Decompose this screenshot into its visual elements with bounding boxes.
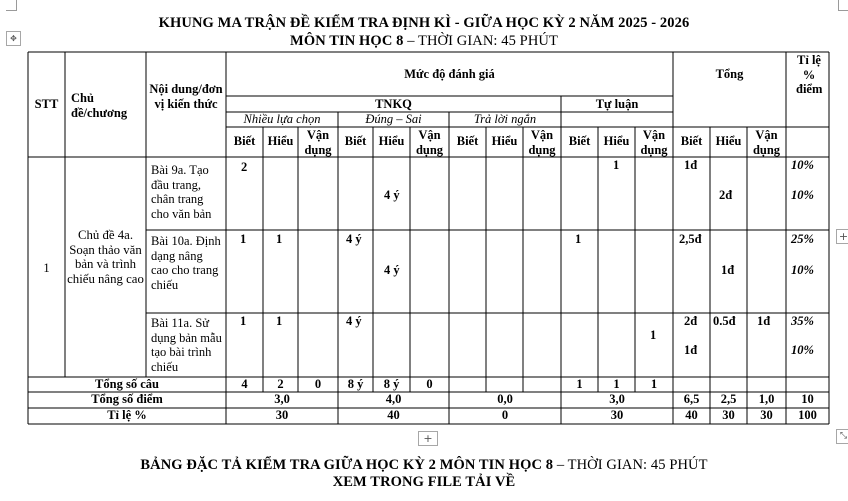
- level-header: Hiểu: [267, 134, 294, 148]
- table-move-handle-icon[interactable]: ✥: [6, 31, 21, 46]
- sum-points-value: 10: [801, 392, 814, 406]
- lesson-value: 1: [575, 232, 582, 246]
- lesson-value: 4 ý: [346, 232, 362, 246]
- lesson-value: 2đ: [684, 314, 698, 328]
- sum-questions-value: 8 ý: [347, 377, 364, 391]
- lesson-percent: 25%: [791, 232, 814, 246]
- sum-questions-value: 8 ý: [383, 377, 400, 391]
- ratio-label: Tỉ lệ %: [107, 408, 147, 422]
- header-total: Tổng: [715, 67, 744, 81]
- sum-points-label: Tổng số điểm: [91, 392, 163, 406]
- duration-label: – THỜI GIAN: 45 PHÚT: [403, 33, 558, 49]
- lesson-value: 1: [276, 314, 283, 328]
- lesson-percent: 10%: [791, 263, 814, 277]
- level-header: Vận dụng: [304, 128, 332, 157]
- spec-heading: [0, 457, 848, 474]
- ratio-value: 30: [610, 408, 624, 422]
- lesson-value: 1đ: [721, 263, 735, 277]
- lesson-value: 1: [650, 328, 657, 342]
- lesson-name: Bài 9a. Tạo đầu trang, chân trang cho văn bản: [151, 163, 212, 221]
- add-row-plus-icon[interactable]: +: [418, 431, 438, 446]
- lesson-value: 1đ: [684, 158, 698, 172]
- lesson-name: Bài 11a. Sử dụng bản mẫu tạo bài trình chiếu: [151, 316, 222, 374]
- sum-questions-value: 1: [576, 377, 583, 391]
- lesson-value: 2,5đ: [679, 232, 702, 246]
- sum-questions-label: Tổng số câu: [95, 377, 159, 391]
- lesson-value: 1: [240, 232, 247, 246]
- header-assessment: Mức độ đánh giá: [404, 67, 495, 81]
- lesson-value: 2đ: [719, 188, 733, 202]
- lesson-value: 1: [613, 158, 620, 172]
- ratio-value: 40: [387, 408, 400, 422]
- sum-questions-value: 4: [241, 377, 248, 391]
- sum-questions-value: 2: [277, 377, 284, 391]
- ratio-value: 30: [275, 408, 289, 422]
- chapter-value: Chủ đề 4a. Soạn thảo văn bản và trình chiếu nâng cao: [67, 228, 144, 286]
- header-short-answer: Trả lời ngắn: [473, 112, 537, 126]
- level-header: Biết: [456, 134, 479, 148]
- level-header: Hiểu: [603, 134, 630, 148]
- header-percent: Tỉ lệ % điểm: [796, 53, 823, 96]
- lesson-value: 1đ: [684, 343, 698, 357]
- sum-points-value: 4,0: [385, 392, 402, 406]
- lesson-value: 4 ý: [346, 314, 362, 328]
- lesson-percent: 10%: [791, 158, 814, 172]
- level-header: Biết: [680, 134, 703, 148]
- header-essay: Tự luận: [595, 97, 639, 111]
- header-stt: STT: [34, 97, 59, 111]
- sum-questions-value: 1: [613, 377, 620, 391]
- lesson-value: 0.5đ: [713, 314, 736, 328]
- level-header: Biết: [344, 134, 367, 148]
- level-header: Vận dụng: [640, 128, 668, 157]
- subject-label: MÔN TIN HỌC 8: [290, 33, 404, 49]
- sum-points-value: 3,0: [609, 392, 625, 406]
- document-title: KHUNG MA TRẬN ĐỀ KIỂM TRA ĐỊNH KÌ - GIỮA HỌC KỲ 2 NĂM 2025 - 2026: [158, 15, 690, 31]
- ratio-value: 0: [501, 408, 509, 422]
- level-header: Hiểu: [715, 134, 742, 148]
- sum-questions-value: 1: [650, 377, 658, 391]
- sum-points-value: 3,0: [274, 392, 290, 406]
- sum-questions-value: 0: [426, 377, 433, 391]
- lesson-value: 4 ý: [384, 188, 400, 202]
- header-multi-choice: Nhiều lựa chọn: [243, 112, 321, 126]
- ratio-value: 40: [685, 408, 698, 422]
- sum-points-value: 6,5: [683, 392, 700, 406]
- level-header: Vận dụng: [528, 128, 556, 157]
- lesson-value: 1: [240, 314, 247, 328]
- level-header: Vận dụng: [752, 128, 781, 157]
- ratio-value: 30: [760, 408, 773, 422]
- lesson-percent: 10%: [791, 188, 814, 202]
- level-header: Vận dụng: [415, 128, 444, 157]
- lesson-percent: 10%: [791, 343, 814, 357]
- sum-questions-value: 0: [314, 377, 322, 391]
- spec-heading-rest: – THỜI GIAN: 45 PHÚT: [553, 457, 708, 473]
- header-chapter: Chủ đề/chương: [71, 91, 128, 120]
- lesson-value: 4 ý: [384, 263, 400, 277]
- add-column-plus-icon[interactable]: +: [836, 229, 848, 244]
- level-header: Hiểu: [491, 134, 518, 148]
- lesson-value: 1: [276, 232, 283, 246]
- spec-heading-bold: BẢNG ĐẶC TẢ KIỂM TRA GIỮA HỌC KỲ 2 MÔN TIN HỌC 8: [140, 457, 554, 473]
- level-header: Biết: [233, 134, 256, 148]
- header-content: Nội dung/đơn vị kiến thức: [149, 82, 223, 111]
- sum-points-value: 2,5: [720, 392, 737, 406]
- sum-points-value: 1,0: [758, 392, 775, 406]
- header-tnkq: TNKQ: [375, 97, 412, 111]
- lesson-name: Bài 10a. Định dạng nâng cao cho trang chiếu: [151, 234, 221, 292]
- level-header: Hiểu: [378, 134, 405, 148]
- stt-value: 1: [43, 261, 50, 275]
- lesson-value: 1đ: [757, 314, 771, 328]
- ratio-value: 30: [722, 408, 735, 422]
- download-note: XEM TRONG FILE TẢI VỀ: [332, 474, 516, 490]
- level-header: Biết: [568, 134, 591, 148]
- lesson-value: 2: [241, 160, 248, 174]
- table-resize-icon[interactable]: ⤡: [836, 429, 848, 444]
- header-true-false: Đúng – Sai: [365, 112, 422, 126]
- lesson-percent: 35%: [791, 314, 814, 328]
- sum-points-value: 0,0: [497, 392, 513, 406]
- ratio-value: 100: [798, 408, 817, 422]
